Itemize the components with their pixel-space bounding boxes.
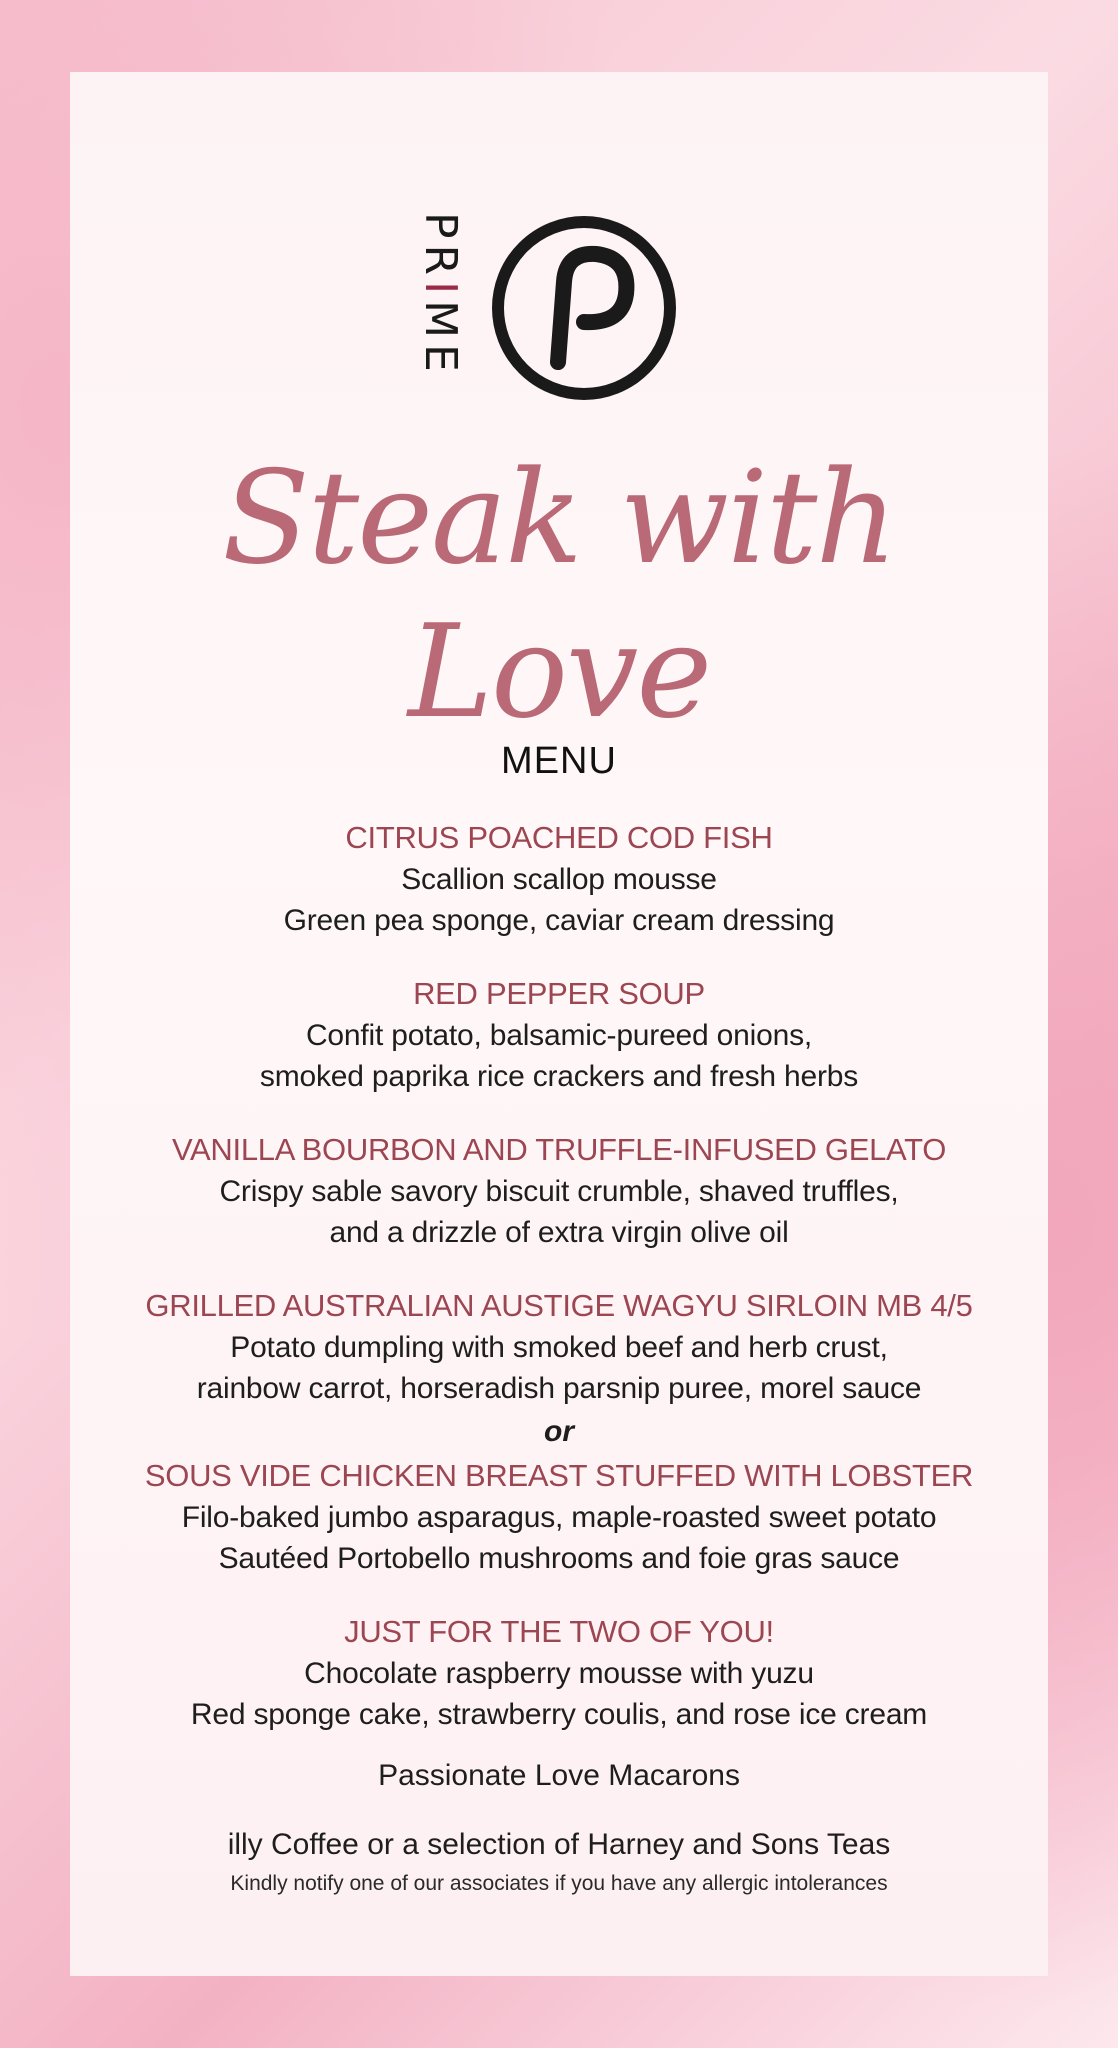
course-description: Sautéed Portobello mushrooms and foie gras sauce bbox=[218, 1542, 900, 1575]
course-title: RED PEPPER SOUP bbox=[413, 976, 705, 1011]
menu-heading: MENU bbox=[501, 740, 617, 782]
course-description: rainbow carrot, horseradish parsnip puree, morel sauce bbox=[196, 1372, 922, 1405]
prime-logo bbox=[70, 142, 1048, 378]
course-title: SOUS VIDE CHICKEN BREAST STUFFED WITH LOBSTER bbox=[144, 1458, 974, 1493]
course-item bbox=[70, 1611, 1048, 1735]
extra-item: illy Coffee or a selection of Harney and Sons Teas bbox=[227, 1828, 891, 1861]
course-item bbox=[70, 1285, 1048, 1409]
courses-list bbox=[70, 817, 1048, 1865]
allergy-note: Kindly notify one of our associates if you have any allergic intolerances bbox=[230, 1872, 888, 1895]
course-description: Chocolate raspberry mousse with yuzu bbox=[304, 1657, 814, 1690]
course-description: smoked paprika rice crackers and fresh herbs bbox=[259, 1060, 859, 1093]
course-description: Green pea sponge, caviar cream dressing bbox=[283, 904, 835, 937]
course-item bbox=[70, 1129, 1048, 1253]
course-description: Potato dumpling with smoked beef and herb crust, bbox=[230, 1331, 888, 1364]
or-separator: or bbox=[544, 1415, 574, 1448]
course-title: GRILLED AUSTRALIAN AUSTIGE WAGYU SIRLOIN MB 4/5 bbox=[145, 1288, 973, 1323]
menu-card bbox=[70, 72, 1048, 1976]
course-title: CITRUS POACHED COD FISH bbox=[345, 820, 773, 855]
course-description: Scallion scallop mousse bbox=[401, 863, 717, 896]
prime-logo-icon bbox=[488, 212, 680, 404]
course-title: VANILLA BOURBON AND TRUFFLE-INFUSED GELATO bbox=[171, 1132, 947, 1167]
course-item bbox=[70, 973, 1048, 1097]
course-item bbox=[70, 817, 1048, 941]
extra-item: Passionate Love Macarons bbox=[378, 1759, 740, 1792]
course-item bbox=[70, 1455, 1048, 1579]
logo-wordmark: PRIME bbox=[415, 212, 466, 378]
script-title: Steak with Love bbox=[222, 444, 896, 747]
course-title: JUST FOR THE TWO OF YOU! bbox=[344, 1614, 774, 1649]
course-description: Filo-baked jumbo asparagus, maple-roasted sweet potato bbox=[181, 1501, 937, 1534]
course-description: and a drizzle of extra virgin olive oil bbox=[329, 1216, 789, 1249]
course-description: Confit potato, balsamic-pureed onions, bbox=[305, 1019, 813, 1052]
course-description: Crispy sable savory biscuit crumble, shaved truffles, bbox=[219, 1175, 899, 1208]
course-description: Red sponge cake, strawberry coulis, and rose ice cream bbox=[190, 1698, 928, 1731]
